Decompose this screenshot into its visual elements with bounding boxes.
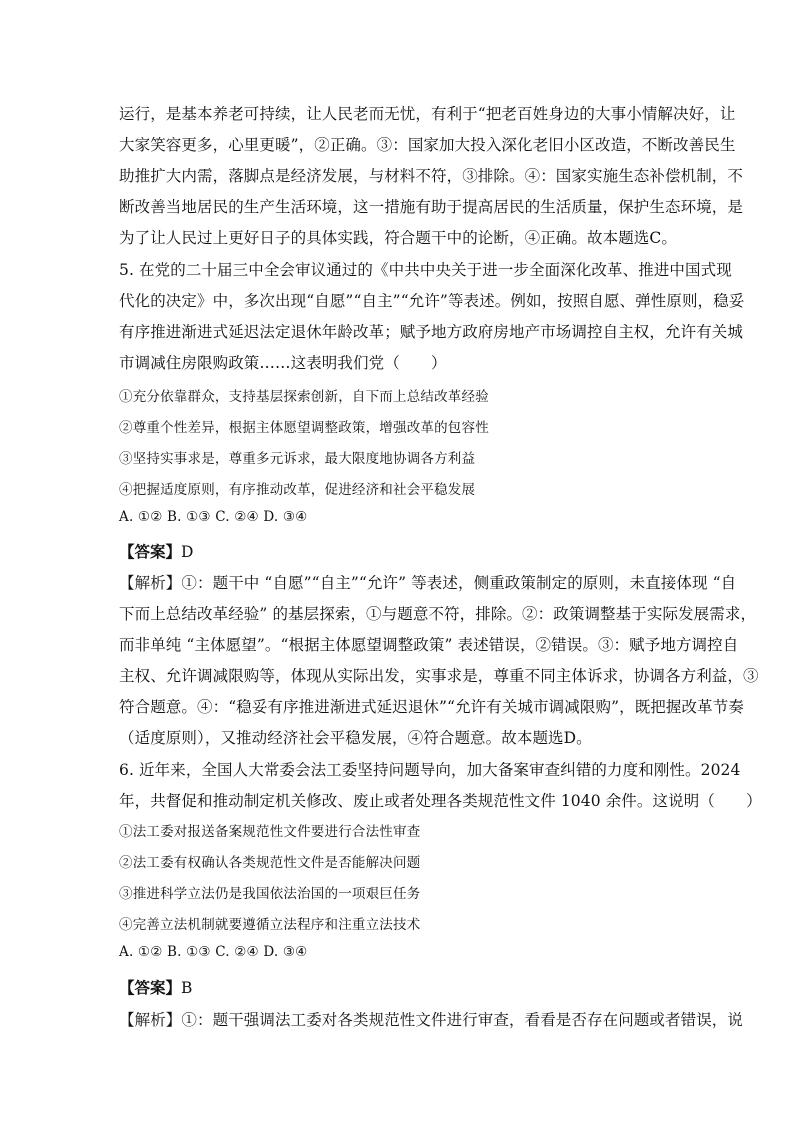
q5-analysis-line: 主权、允许调减限购等，体现从实际出发，实事求是，尊重不同主体诉求，协调各方利益，③	[119, 667, 759, 685]
answer-label: 【答案】	[119, 542, 182, 561]
q5-choices: A. ①② B. ①③ C. ②④ D. ③④	[119, 509, 308, 525]
q5-stem-line: 市调减住房限购政策……这表明我们党（ ）	[119, 354, 447, 372]
q5-option: ②尊重个性差异，根据主体愿望调整政策，增强改革的包容性	[119, 420, 489, 436]
q6-choices: A. ①② B. ①③ C. ②④ D. ③④	[119, 944, 308, 960]
q5-analysis-line: 【解析】①：题干中 “自愿”“自主”“允许” 等表述，侧重政策制定的原则，未直接体现 “自	[119, 574, 737, 592]
q6-option: ①法工委对报送备案规范性文件要进行合法性审查	[119, 824, 421, 840]
answer-value: D	[181, 543, 194, 561]
q6-option: ②法工委有权确认各类规范性文件是否能解决问题	[119, 855, 421, 871]
q6-analysis-line: 【解析】①：题干强调法工委对各类规范性文件进行审查，看看是否存在问题或者错误，说	[119, 1011, 744, 1029]
q5-option: ①充分依靠群众，支持基层探索创新，自下而上总结改革经验	[119, 389, 489, 405]
q6-option: ③推进科学立法仍是我国依法治国的一项艰巨任务	[119, 886, 421, 902]
q6-answer	[119, 976, 679, 998]
text-line: 运行，是基本养老可持续，让人民老而无忧，有利于“把老百姓身边的大事小情解决好，让	[119, 105, 736, 123]
text-line: 大家笑容更多，心里更暖”，②正确。③：国家加大投入深化老旧小区改造，不断改善民生	[119, 136, 736, 154]
q6-stem-line: 年，共督促和推动制定机关修改、废止或者处理各类规范性文件 1040 余件。这说明（ ）	[119, 792, 762, 810]
q5-stem-line: 5. 在党的二十届三中全会审议通过的《中共中央关于进一步全面深化改革、推进中国式现	[119, 261, 732, 279]
text-line: 为了让人民过上更好日子的具体实践，符合题干中的论断，④正确。故本题选C。	[119, 229, 677, 247]
text-line: 助推扩大内需，落脚点是经济发展，与材料不符，③排除。④：国家实施生态补偿机制，不	[119, 167, 744, 185]
q6-option: ④完善立法机制就要遵循立法程序和注重立法技术	[119, 917, 421, 933]
q6-stem-line: 6. 近年来，全国人大常委会法工委坚持问题导向，加大备案审查纠错的力度和刚性。2024	[119, 761, 741, 779]
answer-label: 【答案】	[119, 978, 182, 997]
q5-analysis-line: 下而上总结改革经验” 的基层探索，①与题意不符，排除。②：政策调整基于实际发展需求，	[119, 605, 757, 623]
q5-analysis-line: 符合题意。④：“稳妥有序推进渐进式延迟退休”“允许有关城市调减限购”，既把握改革节奏	[119, 698, 744, 716]
q5-stem-line: 有序推进渐进式延迟法定退休年龄改革；赋予地方政府房地产市场调控自主权，允许有关城	[119, 323, 744, 341]
q5-option: ③坚持实事求是，尊重多元诉求，最大限度地协调各方利益	[119, 451, 476, 467]
answer-value: B	[181, 979, 193, 997]
q5-option: ④把握适度原则，有序推动改革，促进经济和社会平稳发展	[119, 482, 476, 498]
q5-stem-line: 代化的决定》中，多次出现“自愿”“自主”“允许”等表述。例如，按照自愿、弹性原则，稳妥	[119, 292, 745, 310]
q5-analysis-line: （适度原则），又推动经济社会平稳发展，④符合题意。故本题选D。	[119, 729, 592, 747]
q5-analysis-line: 而非单纯 “主体愿望”。“根据主体愿望调整政策” 表述错误，②错误。③：赋予地方调控自	[119, 636, 739, 654]
text-line: 断改善当地居民的生产生活环境，这一措施有助于提高居民的生活质量，保护生态环境，是	[119, 198, 744, 216]
q5-answer	[119, 540, 679, 562]
